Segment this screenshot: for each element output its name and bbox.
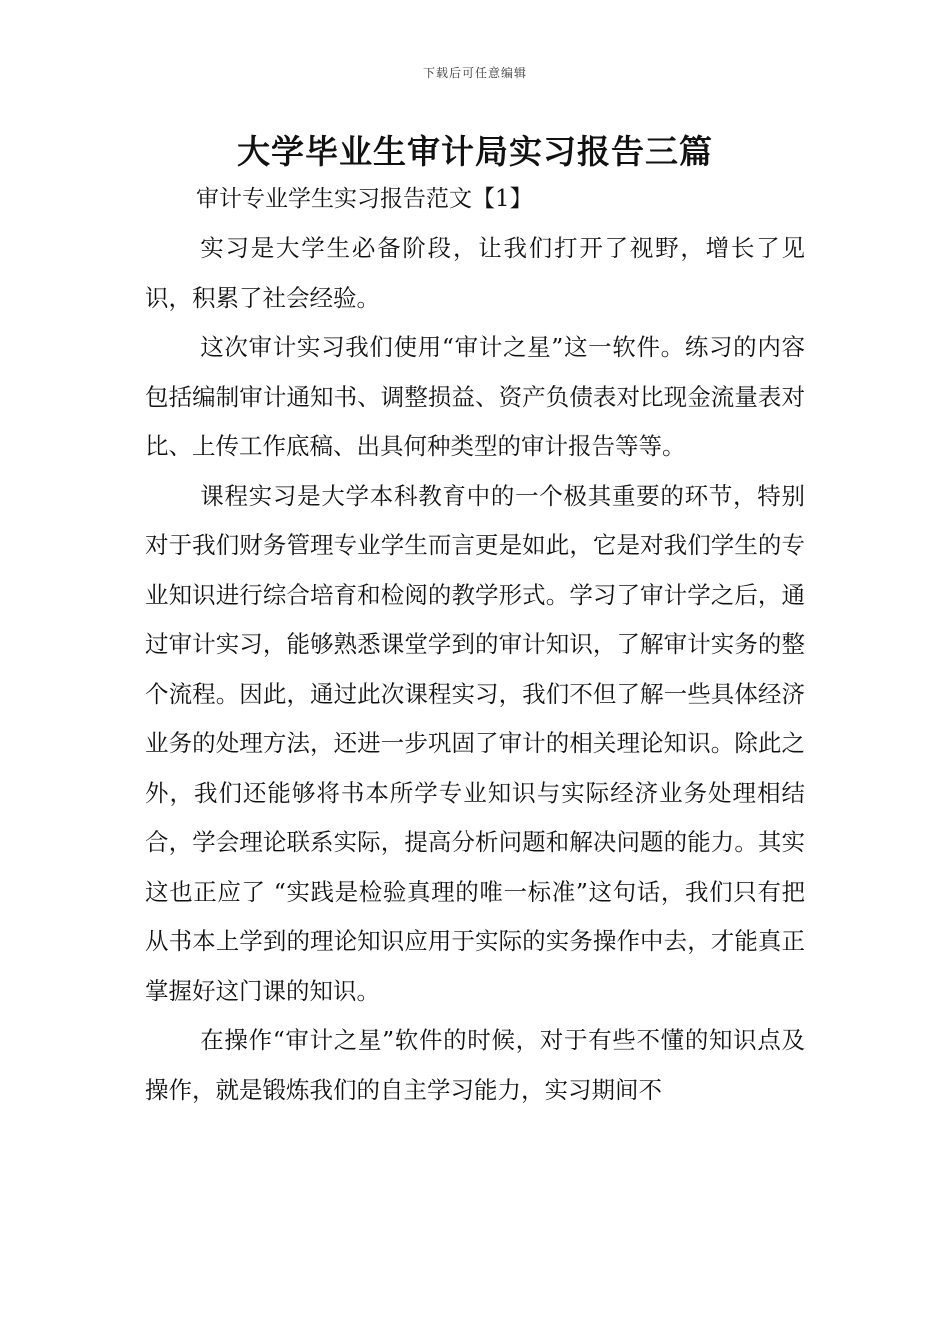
header-note: 下载后可任意编辑 (422, 66, 527, 80)
paragraph: 这次审计实习我们使用“审计之星”这一软件。练习的内容包括编制审计通知书、调整损益、资产负债表对比现金流量表对比、上传工作底稿、出具何种类型的审计报告等等。 (145, 333, 805, 460)
paragraph: 实习是大学生必备阶段，让我们打开了视野，增长了见识，积累了社会经验。 (145, 234, 805, 312)
document-title: 大学毕业生审计局实习报告三篇 (237, 132, 713, 171)
document-body (145, 224, 805, 1115)
paragraph: 课程实习是大学本科教育中的一个极其重要的环节，特别对于我们财务管理专业学生而言更是如此，它是对我们学生的专业知识进行综合培育和检阅的教学形式。学习了审计学之后，通过审计实习，能够熟悉课堂学到的审计知识，了解审计实务的整个流程。因此，通过此次课程实习，我们不但了解一些具体经济业务的处理方法，还进一步巩固了审计的相关理论知识。除此之外，我们还能够将书本所学专业知识与实际经济业务处理相结合，学会理论联系实际，提高分析问题和解决问题的能力。其实这也正应了 “实践是检验真理的唯一标准”这句话，我们只有把从书本上学到的理论知识应用于实际的实务操作中去，才能真正掌握好这门课的知识。 (145, 481, 805, 1005)
paragraph: 在操作“审计之星”软件的时候，对于有些不懂的知识点及操作，就是锻炼我们的自主学习能力，实习期间不 (145, 1026, 805, 1104)
section-subtitle: 审计专业学生实习报告范文【1】 (196, 186, 533, 212)
